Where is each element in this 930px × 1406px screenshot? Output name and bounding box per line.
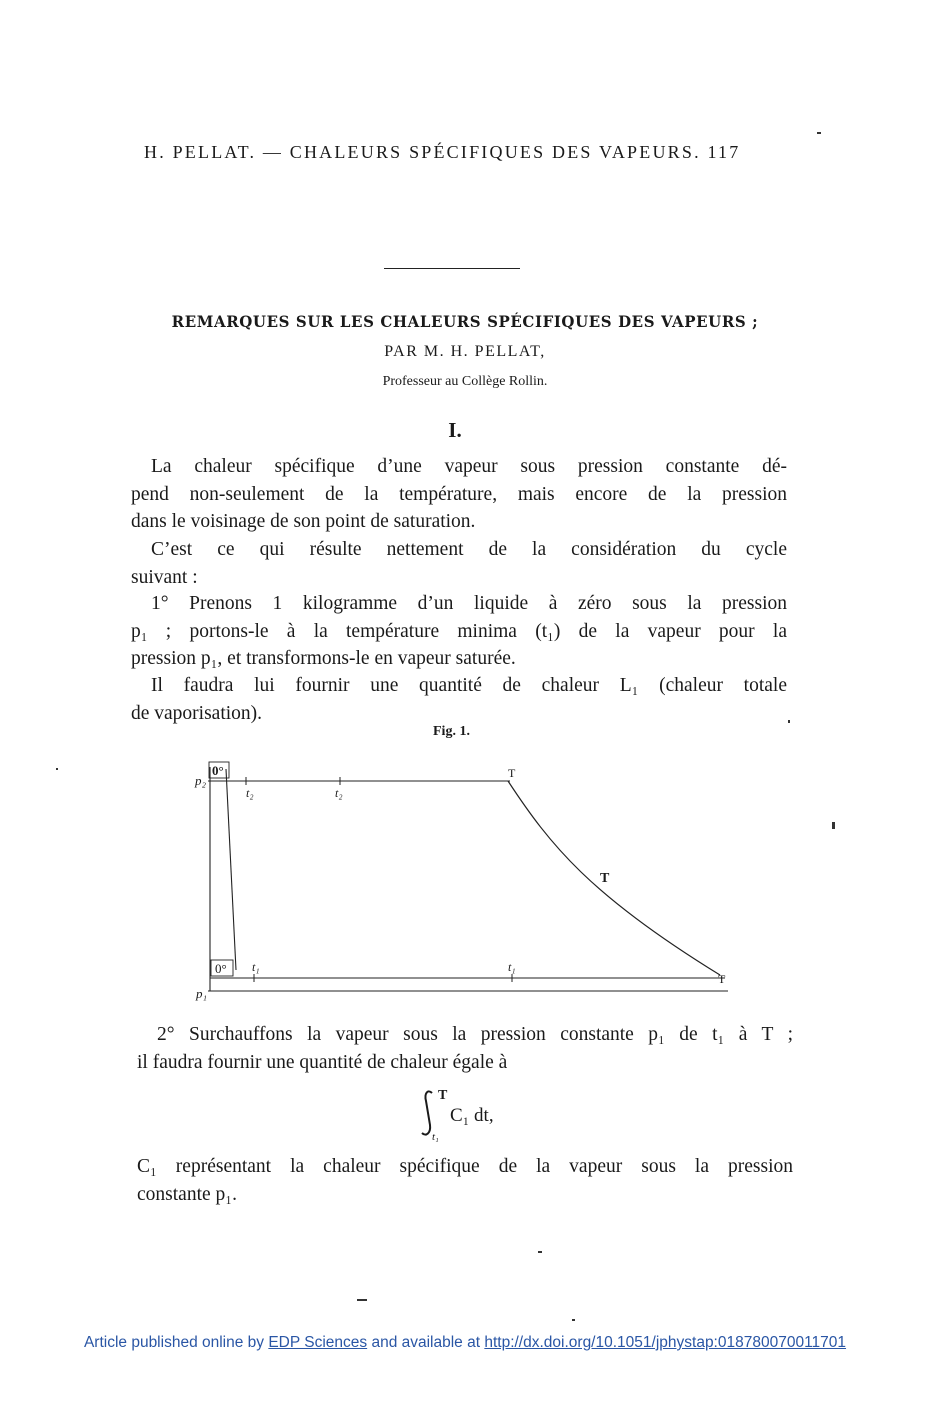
text-line: dans le voisinage de son point de saturation. <box>131 511 476 532</box>
cycle-diagram <box>190 755 750 1005</box>
publisher-link[interactable]: EDP Sciences <box>268 1334 368 1351</box>
footer-middle: and available at <box>367 1334 485 1351</box>
doi-link[interactable]: http://dx.doi.org/10.1051/jphystap:018780070011701 <box>484 1334 847 1351</box>
paragraph-5 <box>137 1021 793 1076</box>
figure-caption: Fig. 1. <box>433 724 470 739</box>
scan-speck <box>538 1251 542 1253</box>
scan-speck <box>817 132 821 134</box>
text-line: constante p₁. <box>137 1183 237 1205</box>
paragraph-2 <box>131 536 787 591</box>
article-title: REMARQUES SUR LES CHALEURS SPÉCIFIQUES DES VAPEURS ; <box>171 312 759 332</box>
paragraph-6 <box>137 1153 793 1208</box>
upper-limit: T <box>438 1088 448 1103</box>
integral-sign <box>422 1091 432 1134</box>
text-line: il faudra fournir une quantité de chaleur égale à <box>137 1051 508 1073</box>
label-T-bottom: T <box>718 972 726 986</box>
label-p1: p₁ <box>196 986 208 1001</box>
label-t2-left: t₂ <box>246 786 254 800</box>
paragraph-1 <box>131 453 787 536</box>
superheat-curve <box>508 781 720 975</box>
text-line: 2° Surchauffons la vapeur sous la pression constante p₁ de t₁ à T ; <box>157 1024 793 1045</box>
label-T-mid: T <box>600 871 610 886</box>
label-o-top: 0° <box>212 763 224 778</box>
label-o-bottom: 0° <box>215 961 227 976</box>
text-line: pend non-seulement de la température, mais encore de la pression <box>131 483 787 505</box>
footer-prefix: Article published online by <box>83 1334 269 1351</box>
integral-formula <box>410 1085 520 1145</box>
text-line: p₁ ; portons-le à la température minima (t₁) de la vapeur pour la <box>131 620 787 642</box>
label-t1-left: t₁ <box>252 960 260 974</box>
text-line: de vaporisation). <box>131 702 263 724</box>
scan-speck <box>572 1319 575 1321</box>
scan-speck <box>788 720 790 723</box>
affiliation: Professeur au Collège Rollin. <box>382 374 548 389</box>
scan-speck <box>832 822 835 829</box>
text-line: C₁ représentant la chaleur spécifique de la vapeur sous la pression <box>137 1156 793 1177</box>
lower-limit: t₁ <box>432 1131 439 1143</box>
text-line: suivant : <box>131 566 198 588</box>
label-t1-mid: t₁ <box>508 960 516 974</box>
text-line: pression p₁, et transformons-le en vapeur saturée. <box>131 648 516 669</box>
label-t2-mid: t₂ <box>335 786 343 800</box>
section-number: I. <box>448 418 462 442</box>
liquid-slanted-line <box>226 769 236 970</box>
label-T-top: T <box>508 766 516 780</box>
paragraph-4 <box>131 672 787 727</box>
text-line: Il faudra lui fournir une quantité de chaleur L₁ (chaleur totale <box>151 675 787 696</box>
paragraph-3 <box>131 590 787 673</box>
running-head: H. PELLAT. — CHALEURS SPÉCIFIQUES DES VAPEURS. 117 <box>144 142 741 162</box>
text-line: C’est ce qui résulte nettement de la considération du cycle <box>151 539 787 560</box>
integrand: C₁ dt, <box>450 1105 494 1126</box>
text-line: 1° Prenons 1 kilogramme d’un liquide à zéro sous la pression <box>151 593 787 614</box>
text-line: La chaleur spécifique d’une vapeur sous pression constante dé- <box>151 456 787 477</box>
author-line: PAR M. H. PELLAT, <box>384 343 546 360</box>
publication-footer <box>0 1334 930 1352</box>
scan-speck <box>357 1299 367 1301</box>
scan-speck <box>56 768 58 770</box>
title-rule <box>384 268 520 269</box>
label-p2: p₂ <box>195 773 207 788</box>
